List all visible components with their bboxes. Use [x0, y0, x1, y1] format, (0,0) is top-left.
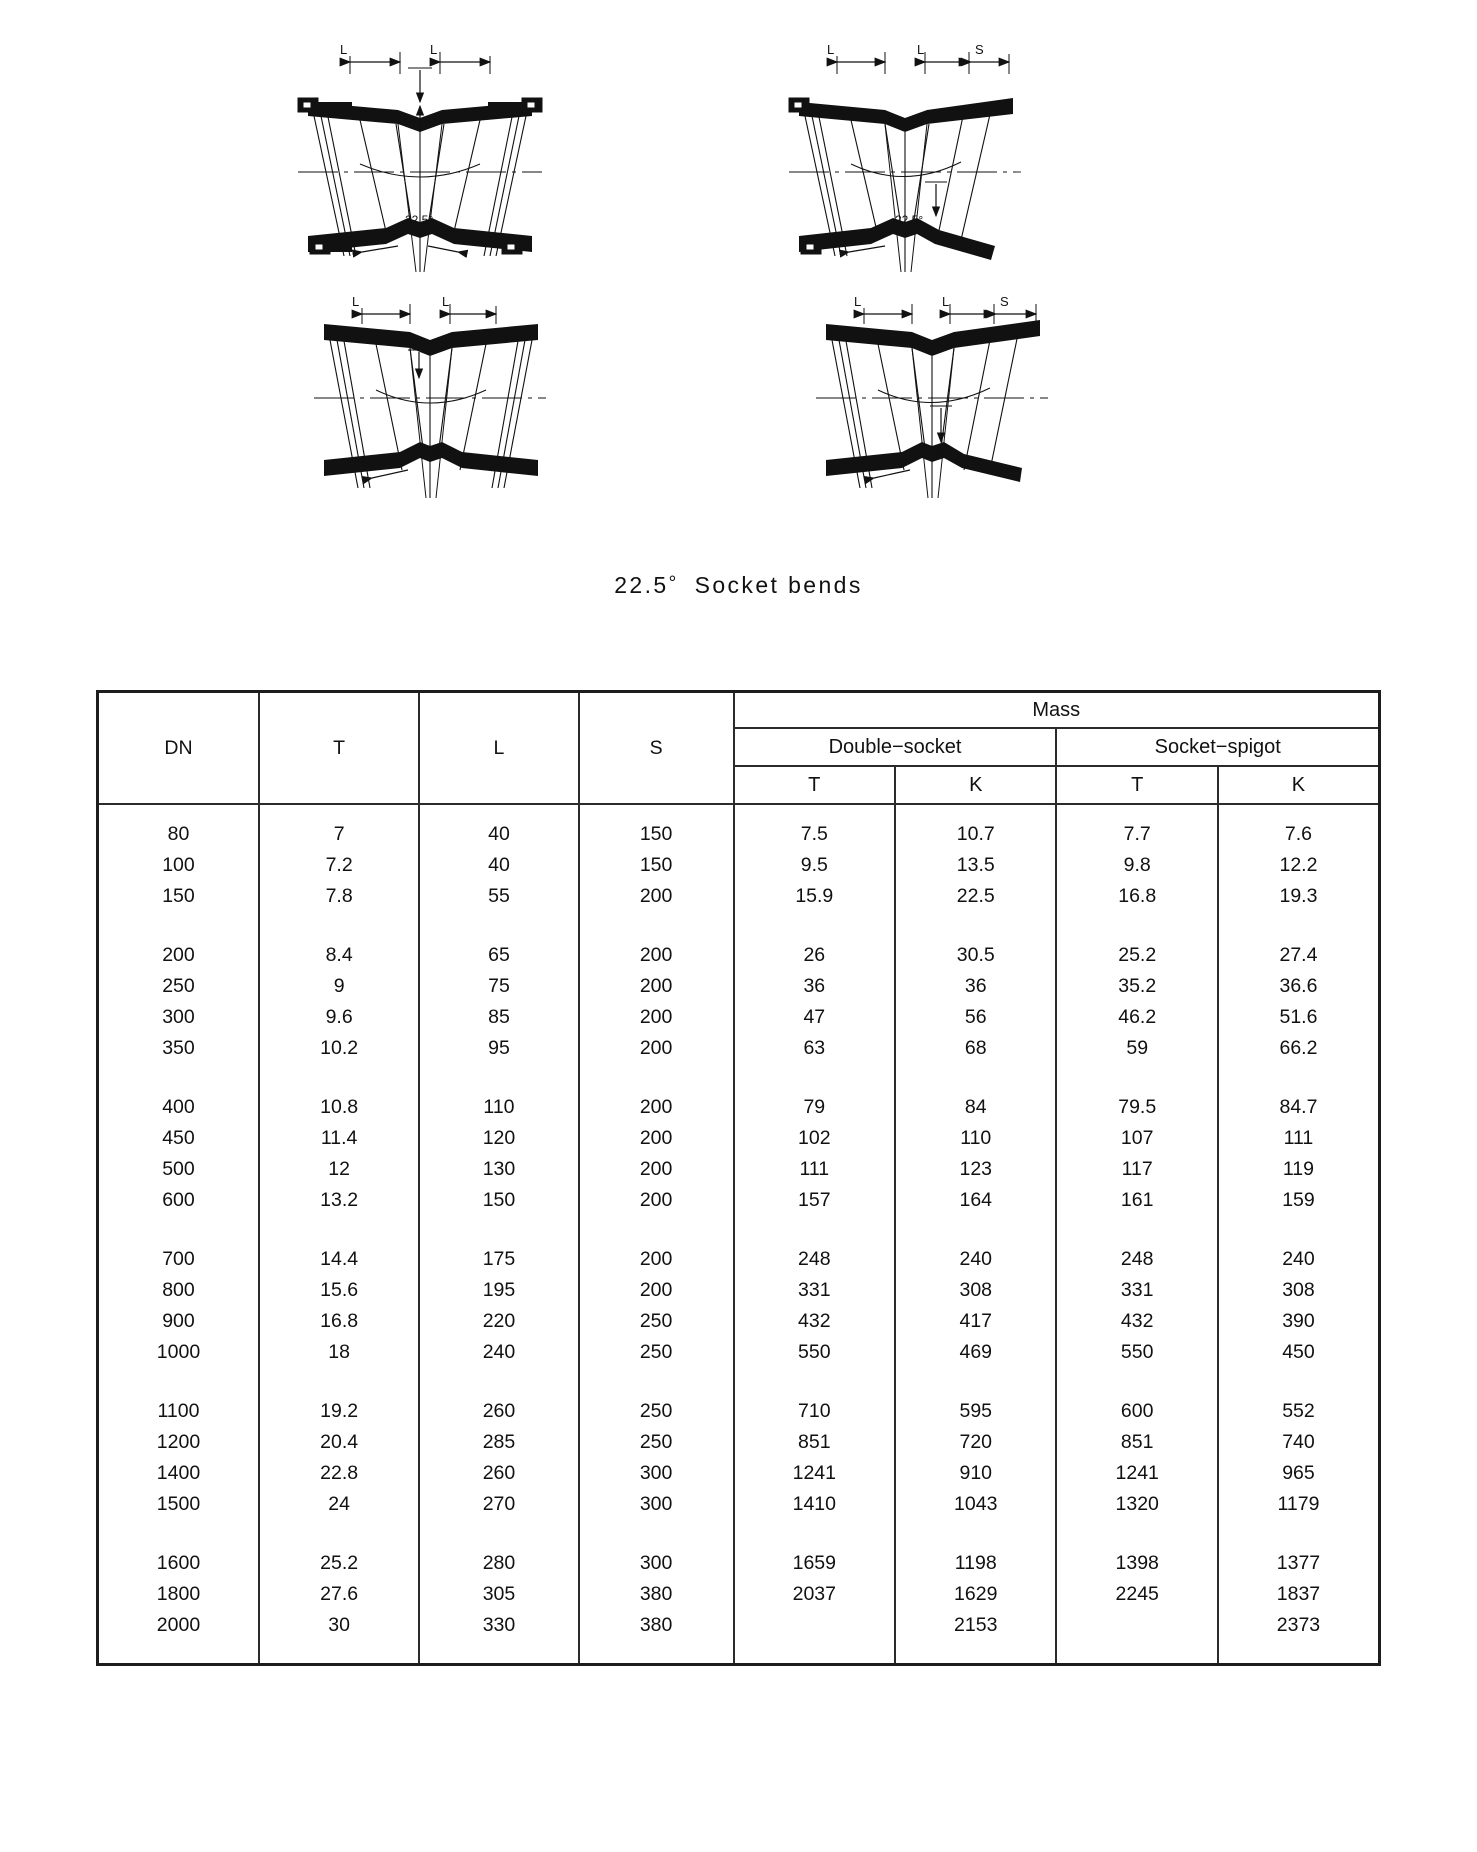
cell-double-socket-t: 1241: [734, 1458, 895, 1489]
cell-t: 10.2: [259, 1033, 419, 1064]
table-group-spacer: [98, 1368, 1380, 1396]
cell-s: 200: [579, 971, 734, 1002]
spec-table-container: [96, 690, 1381, 1666]
cell-double-socket-k: 13.5: [895, 850, 1056, 881]
cell-l: 260: [419, 1396, 578, 1427]
cell-dn: 1100: [157, 1400, 200, 1422]
cell-t: 12: [259, 1154, 419, 1185]
cell-t: 9.6: [259, 1002, 419, 1033]
table-row: [98, 1002, 1380, 1033]
cell-double-socket-k: 164: [895, 1185, 1056, 1216]
cell-t: 7.2: [259, 850, 419, 881]
table-row: [98, 1548, 1380, 1579]
table-row: [98, 819, 1380, 850]
table-row: [98, 1185, 1380, 1216]
cell-double-socket-k: 30.5: [895, 940, 1056, 971]
cell-s: 380: [579, 1610, 734, 1641]
cell-double-socket-k: 84: [895, 1092, 1056, 1123]
table-row: [98, 1033, 1380, 1064]
cell-double-socket-t: 1410: [734, 1489, 895, 1520]
col-header-double-socket-t: T: [734, 766, 895, 804]
table-row: [98, 1123, 1380, 1154]
col-header-socket-spigot-t: T: [1056, 766, 1217, 804]
cell-socket-spigot-k: 7.6: [1218, 819, 1380, 850]
col-header-socket-spigot: Socket−spigot: [1056, 728, 1379, 766]
cell-double-socket-t: 1659: [734, 1548, 895, 1579]
cell-l: 130: [419, 1154, 578, 1185]
cell-l: 285: [419, 1427, 578, 1458]
table-row: [98, 881, 1380, 912]
cell-dn: 80: [167, 823, 190, 845]
dim-label-L: L: [854, 294, 862, 309]
cell-dn: 1000: [156, 1341, 201, 1363]
cell-s: 250: [579, 1427, 734, 1458]
cell-double-socket-t: 710: [734, 1396, 895, 1427]
cell-socket-spigot-t: 107: [1056, 1123, 1217, 1154]
dim-label-S: S: [975, 42, 984, 57]
cell-dn: 350: [162, 1037, 195, 1059]
cell-l: 150: [419, 1185, 578, 1216]
cell-socket-spigot-t: 25.2: [1056, 940, 1217, 971]
bend-diagram-top-right: [785, 40, 1025, 275]
cell-double-socket-k: 123: [895, 1154, 1056, 1185]
cell-dn: 700: [162, 1248, 195, 1270]
cell-socket-spigot-t: 46.2: [1056, 1002, 1217, 1033]
cell-s: 380: [579, 1579, 734, 1610]
caption-degree-symbol: °: [668, 573, 679, 594]
cell-t: 30: [259, 1610, 419, 1641]
cell-s: 200: [579, 1154, 734, 1185]
figure-area: [0, 0, 1477, 560]
col-header-s: S: [579, 692, 734, 805]
cell-t: 10.8: [259, 1092, 419, 1123]
cell-t: 13.2: [259, 1185, 419, 1216]
cell-double-socket-k: 1629: [895, 1579, 1056, 1610]
cell-socket-spigot-k: 450: [1218, 1337, 1380, 1368]
table-group-spacer: [98, 1216, 1380, 1244]
cell-socket-spigot-k: 2373: [1218, 1610, 1380, 1641]
cell-t: 7.8: [259, 881, 419, 912]
cell-socket-spigot-k: 1377: [1218, 1548, 1380, 1579]
cell-double-socket-k: 10.7: [895, 819, 1056, 850]
cell-socket-spigot-t: 1320: [1056, 1489, 1217, 1520]
cell-socket-spigot-k: 119: [1218, 1154, 1380, 1185]
cell-dn: 450: [162, 1127, 195, 1149]
cell-double-socket-t: 79: [734, 1092, 895, 1123]
cell-socket-spigot-k: 51.6: [1218, 1002, 1380, 1033]
col-header-mass: Mass: [734, 692, 1380, 729]
cell-double-socket-t: 63: [734, 1033, 895, 1064]
cell-socket-spigot-k: 965: [1218, 1458, 1380, 1489]
cell-socket-spigot-k: 308: [1218, 1275, 1380, 1306]
cell-double-socket-t: [734, 1610, 895, 1641]
angle-label: 22.5°: [405, 213, 434, 227]
cell-double-socket-t: 851: [734, 1427, 895, 1458]
cell-socket-spigot-t: 432: [1056, 1306, 1217, 1337]
cell-l: 240: [419, 1337, 578, 1368]
cell-socket-spigot-t: 600: [1056, 1396, 1217, 1427]
dim-label-L: L: [352, 294, 360, 309]
cell-l: 305: [419, 1579, 578, 1610]
cell-l: 110: [419, 1092, 578, 1123]
cell-double-socket-k: 36: [895, 971, 1056, 1002]
cell-dn: 250: [162, 975, 195, 997]
cell-t: 16.8: [259, 1306, 419, 1337]
cell-double-socket-k: 68: [895, 1033, 1056, 1064]
cell-s: 200: [579, 1002, 734, 1033]
cell-dn: 1200: [156, 1431, 201, 1453]
table-row: [98, 1610, 1380, 1641]
cell-s: 200: [579, 1185, 734, 1216]
cell-t: 19.2: [259, 1396, 419, 1427]
cell-l: 280: [419, 1548, 578, 1579]
table-group-spacer: [98, 1520, 1380, 1548]
cell-t: 9: [259, 971, 419, 1002]
cell-double-socket-k: 720: [895, 1427, 1056, 1458]
cell-s: 200: [579, 1033, 734, 1064]
cell-dn: 2000: [156, 1614, 201, 1636]
table-row: [98, 1396, 1380, 1427]
dim-label-L: L: [430, 42, 438, 57]
cell-double-socket-t: 248: [734, 1244, 895, 1275]
cell-s: 250: [579, 1337, 734, 1368]
table-body: [98, 804, 1380, 1665]
cell-l: 65: [419, 940, 578, 971]
cell-socket-spigot-k: 111: [1218, 1123, 1380, 1154]
cell-l: 40: [419, 850, 578, 881]
cell-t: 22.8: [259, 1458, 419, 1489]
cell-t: 7: [259, 819, 419, 850]
cell-t: 14.4: [259, 1244, 419, 1275]
cell-socket-spigot-t: 7.7: [1056, 819, 1217, 850]
cell-s: 200: [579, 881, 734, 912]
cell-s: 200: [579, 1244, 734, 1275]
cell-l: 260: [419, 1458, 578, 1489]
cell-double-socket-t: 15.9: [734, 881, 895, 912]
cell-double-socket-k: 910: [895, 1458, 1056, 1489]
cell-socket-spigot-t: 1398: [1056, 1548, 1217, 1579]
table-row: [98, 1579, 1380, 1610]
cell-s: 200: [579, 1123, 734, 1154]
bend-diagram-bottom-right: [812, 292, 1052, 502]
bend-diagram-top-left: [290, 40, 550, 275]
cell-double-socket-k: 110: [895, 1123, 1056, 1154]
caption-angle-value: 22.5: [614, 572, 669, 598]
col-header-socket-spigot-k: K: [1218, 766, 1380, 804]
cell-l: 75: [419, 971, 578, 1002]
cell-socket-spigot-t: 1241: [1056, 1458, 1217, 1489]
cell-l: 120: [419, 1123, 578, 1154]
cell-double-socket-k: 2153: [895, 1610, 1056, 1641]
cell-dn: 200: [162, 944, 195, 966]
cell-l: 55: [419, 881, 578, 912]
cell-dn: 600: [162, 1189, 195, 1211]
cell-l: 40: [419, 819, 578, 850]
cell-dn: 400: [162, 1096, 195, 1118]
table-row: [98, 1427, 1380, 1458]
cell-dn: 1400: [156, 1462, 201, 1484]
cell-socket-spigot-k: 1837: [1218, 1579, 1380, 1610]
cell-t: 20.4: [259, 1427, 419, 1458]
cell-l: 220: [419, 1306, 578, 1337]
cell-socket-spigot-t: 35.2: [1056, 971, 1217, 1002]
cell-socket-spigot-t: 550: [1056, 1337, 1217, 1368]
cell-s: 250: [579, 1306, 734, 1337]
cell-double-socket-k: 308: [895, 1275, 1056, 1306]
cell-double-socket-k: 22.5: [895, 881, 1056, 912]
cell-s: 300: [579, 1489, 734, 1520]
bend-diagram-bottom-left: [310, 292, 550, 502]
cell-double-socket-t: 9.5: [734, 850, 895, 881]
cell-socket-spigot-k: 27.4: [1218, 940, 1380, 971]
cell-double-socket-t: 111: [734, 1154, 895, 1185]
table-row: [98, 1275, 1380, 1306]
cell-l: 330: [419, 1610, 578, 1641]
cell-s: 200: [579, 1275, 734, 1306]
cell-socket-spigot-t: 248: [1056, 1244, 1217, 1275]
table-row: [98, 1154, 1380, 1185]
cell-double-socket-t: 26: [734, 940, 895, 971]
col-header-l: L: [419, 692, 578, 805]
dim-label-S: S: [1000, 294, 1009, 309]
cell-t: 18: [259, 1337, 419, 1368]
col-header-double-socket-k: K: [895, 766, 1056, 804]
cell-s: 300: [579, 1458, 734, 1489]
cell-socket-spigot-k: 84.7: [1218, 1092, 1380, 1123]
table-row: [98, 1244, 1380, 1275]
table-row: [98, 1306, 1380, 1337]
table-row: [98, 1458, 1380, 1489]
cell-socket-spigot-t: 79.5: [1056, 1092, 1217, 1123]
cell-socket-spigot-k: 19.3: [1218, 881, 1380, 912]
col-header-t: T: [259, 692, 419, 805]
cell-dn: 150: [162, 885, 195, 907]
cell-double-socket-k: 56: [895, 1002, 1056, 1033]
cell-dn: 900: [162, 1310, 195, 1332]
cell-socket-spigot-k: 240: [1218, 1244, 1380, 1275]
cell-socket-spigot-k: 12.2: [1218, 850, 1380, 881]
cell-t: 27.6: [259, 1579, 419, 1610]
angle-label: 22.5°: [418, 443, 447, 457]
cell-socket-spigot-k: 159: [1218, 1185, 1380, 1216]
cell-l: 175: [419, 1244, 578, 1275]
caption-title: Socket bends: [694, 572, 863, 598]
table-group-spacer: [98, 1641, 1380, 1665]
cell-double-socket-t: 331: [734, 1275, 895, 1306]
cell-socket-spigot-k: 740: [1218, 1427, 1380, 1458]
cell-t: 8.4: [259, 940, 419, 971]
cell-dn: 1500: [156, 1493, 201, 1515]
cell-s: 200: [579, 940, 734, 971]
cell-socket-spigot-t: 851: [1056, 1427, 1217, 1458]
cell-double-socket-t: 157: [734, 1185, 895, 1216]
table-row: [98, 1092, 1380, 1123]
cell-dn: 800: [162, 1279, 195, 1301]
cell-double-socket-t: 36: [734, 971, 895, 1002]
cell-double-socket-t: 432: [734, 1306, 895, 1337]
cell-dn: 300: [162, 1006, 195, 1028]
cell-t: 24: [259, 1489, 419, 1520]
cell-socket-spigot-k: 1179: [1218, 1489, 1380, 1520]
cell-t: 15.6: [259, 1275, 419, 1306]
cell-double-socket-k: 417: [895, 1306, 1056, 1337]
cell-double-socket-t: 7.5: [734, 819, 895, 850]
cell-double-socket-k: 1043: [895, 1489, 1056, 1520]
angle-label: 22.5°: [920, 443, 949, 457]
cell-socket-spigot-k: 552: [1218, 1396, 1380, 1427]
cell-socket-spigot-k: 66.2: [1218, 1033, 1380, 1064]
cell-socket-spigot-t: 16.8: [1056, 881, 1217, 912]
cell-l: 270: [419, 1489, 578, 1520]
cell-s: 250: [579, 1396, 734, 1427]
cell-double-socket-t: 2037: [734, 1579, 895, 1610]
table-pad-row: [98, 804, 1380, 819]
cell-l: 85: [419, 1002, 578, 1033]
cell-dn: 100: [162, 854, 195, 876]
angle-label: 22.5°: [895, 213, 924, 227]
cell-s: 200: [579, 1092, 734, 1123]
table-row: [98, 940, 1380, 971]
cell-double-socket-t: 102: [734, 1123, 895, 1154]
cell-s: 150: [579, 850, 734, 881]
cell-t: 11.4: [259, 1123, 419, 1154]
cell-dn: 1600: [156, 1552, 201, 1574]
cell-double-socket-t: 47: [734, 1002, 895, 1033]
dimensions-mass-table: [96, 690, 1381, 1666]
dim-label-L: L: [827, 42, 835, 57]
table-row: [98, 1337, 1380, 1368]
cell-double-socket-k: 469: [895, 1337, 1056, 1368]
cell-l: 195: [419, 1275, 578, 1306]
cell-socket-spigot-t: 117: [1056, 1154, 1217, 1185]
dim-label-L: L: [942, 294, 950, 309]
cell-socket-spigot-k: 36.6: [1218, 971, 1380, 1002]
table-row: [98, 850, 1380, 881]
cell-double-socket-k: 595: [895, 1396, 1056, 1427]
cell-double-socket-t: 550: [734, 1337, 895, 1368]
cell-double-socket-k: 1198: [895, 1548, 1056, 1579]
col-header-double-socket: Double−socket: [734, 728, 1057, 766]
figure-caption: [0, 572, 1477, 599]
cell-l: 95: [419, 1033, 578, 1064]
table-row: [98, 1489, 1380, 1520]
cell-socket-spigot-t: 2245: [1056, 1579, 1217, 1610]
cell-socket-spigot-t: 161: [1056, 1185, 1217, 1216]
cell-socket-spigot-k: 390: [1218, 1306, 1380, 1337]
cell-double-socket-k: 240: [895, 1244, 1056, 1275]
cell-socket-spigot-t: [1056, 1610, 1217, 1641]
cell-socket-spigot-t: 9.8: [1056, 850, 1217, 881]
cell-s: 300: [579, 1548, 734, 1579]
table-group-spacer: [98, 1064, 1380, 1092]
cell-t: 25.2: [259, 1548, 419, 1579]
dim-label-L: L: [442, 294, 450, 309]
dim-label-L: L: [340, 42, 348, 57]
table-row: [98, 971, 1380, 1002]
dim-label-L: L: [917, 42, 925, 57]
cell-socket-spigot-t: 59: [1056, 1033, 1217, 1064]
cell-dn: 500: [162, 1158, 195, 1180]
cell-s: 150: [579, 819, 734, 850]
cell-dn: 1800: [156, 1583, 201, 1605]
col-header-dn: DN: [98, 692, 259, 805]
table-group-spacer: [98, 912, 1380, 940]
table-header: [98, 692, 1380, 805]
cell-socket-spigot-t: 331: [1056, 1275, 1217, 1306]
